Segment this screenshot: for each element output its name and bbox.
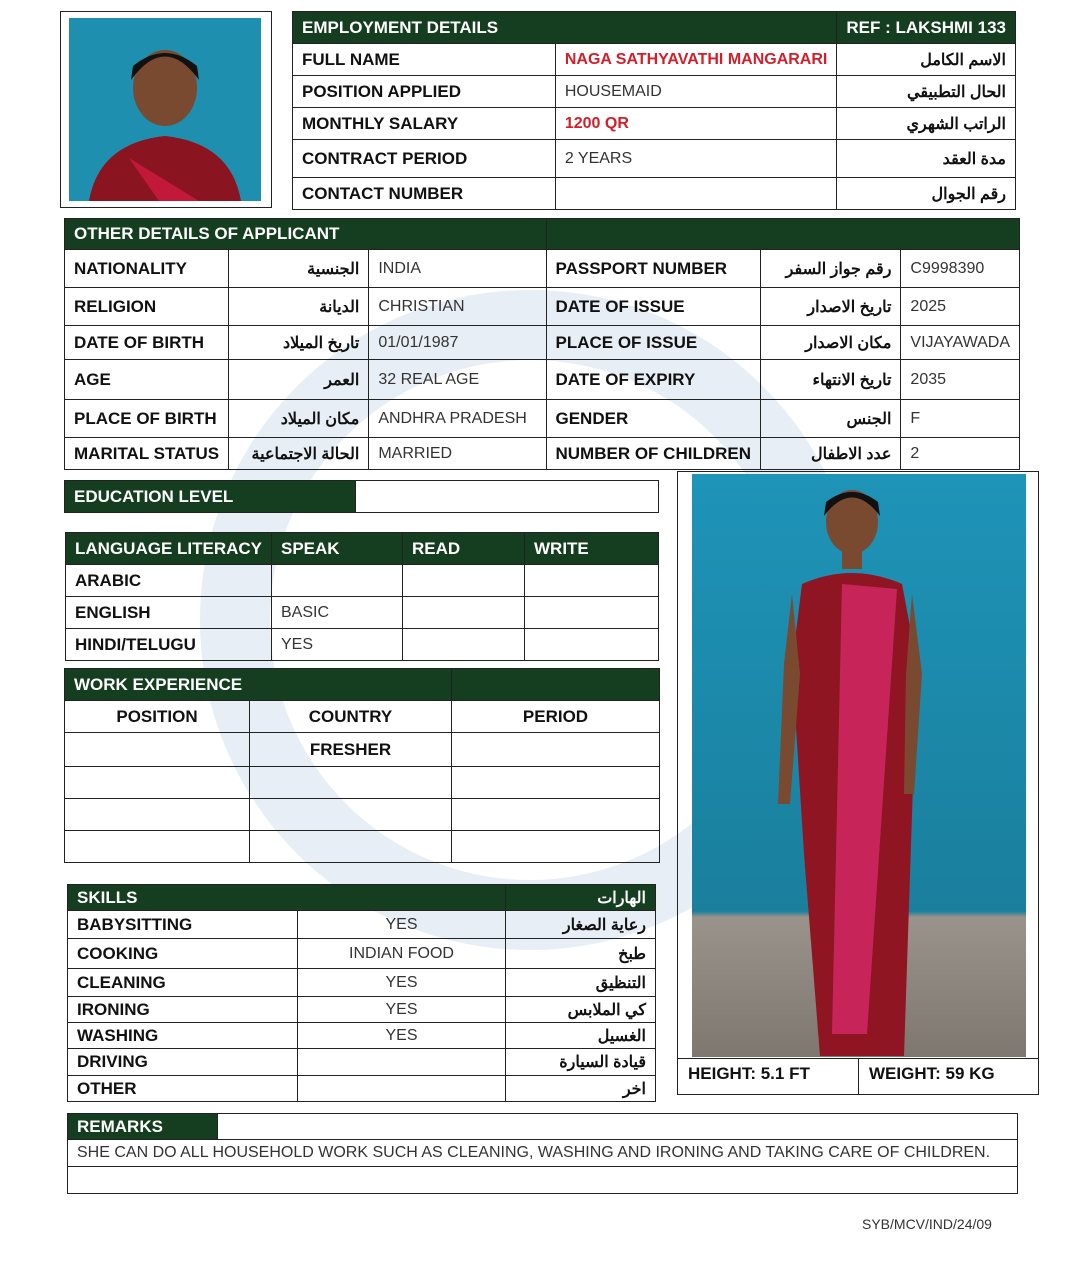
employment-details-table [292,11,1016,210]
employment-header: EMPLOYMENT DETAILS [293,12,837,44]
skill-washing-arabic: الغسيل [506,1023,656,1049]
hindi-read [403,629,525,661]
english-speak: BASIC [272,597,403,629]
skill-other-value [298,1076,506,1102]
issue-place-label: PLACE OF ISSUE [546,326,761,360]
issue-date-value: 2025 [901,288,1020,326]
gender-arabic: الجنس [761,400,901,438]
period-column-header: PERIOD [452,701,660,733]
work-position-1 [65,733,250,767]
footer-code: SYB/MCV/IND/24/09 [862,1216,992,1232]
salary-arabic: الراتب الشهري [837,108,1016,140]
skill-ironing-arabic: كي الملابس [506,997,656,1023]
full-name-value: NAGA SATHYAVATHI MANGARARI [555,44,837,76]
full-name-arabic: الاسم الكامل [837,44,1016,76]
portrait-photo-frame [60,11,272,208]
salary-label: MONTHLY SALARY [293,108,556,140]
birthplace-label: PLACE OF BIRTH [65,400,229,438]
work-country-2 [250,767,452,799]
contact-arabic: رقم الجوال [837,178,1016,210]
skill-babysitting-value: YES [298,911,506,939]
dob-label: DATE OF BIRTH [65,326,229,360]
issue-place-value: VIJAYAWADA [901,326,1020,360]
issue-date-label: DATE OF ISSUE [546,288,761,326]
dob-value: 01/01/1987 [369,326,546,360]
speak-header: SPEAK [272,533,403,565]
gender-value: F [901,400,1020,438]
passport-value: C9998390 [901,250,1020,288]
skill-washing: WASHING [68,1023,298,1049]
work-experience-header-right [452,669,660,701]
religion-value: CHRISTIAN [369,288,546,326]
skill-other: OTHER [68,1076,298,1102]
remarks-blank-row [68,1167,1018,1194]
education-header: EDUCATION LEVEL [65,481,356,513]
gender-label: GENDER [546,400,761,438]
nationality-label: NATIONALITY [65,250,229,288]
language-hindi-telugu: HINDI/TELUGU [66,629,272,661]
hindi-speak: YES [272,629,403,661]
work-period-4 [452,831,660,863]
age-label: AGE [65,360,229,400]
expiry-value: 2035 [901,360,1020,400]
weight-label: WEIGHT: 59 KG [869,1064,995,1083]
skill-driving-value [298,1049,506,1076]
work-country-4 [250,831,452,863]
passport-arabic: رقم جواز السفر [761,250,901,288]
age-arabic: العمر [229,360,369,400]
language-english: ENGLISH [66,597,272,629]
children-label: NUMBER OF CHILDREN [546,438,761,470]
work-position-2 [65,767,250,799]
full-photo [692,474,1026,1057]
work-experience-header: WORK EXPERIENCE [65,669,452,701]
work-position-4 [65,831,250,863]
skill-ironing: IRONING [68,997,298,1023]
skill-driving: DRIVING [68,1049,298,1076]
skill-cleaning-arabic: التنظيق [506,969,656,997]
write-header: WRITE [525,533,659,565]
remarks-text: SHE CAN DO ALL HOUSEHOLD WORK SUCH AS CLEANING, WASHING AND IRONING AND TAKING CARE OF CHILDREN. [68,1140,1018,1167]
skill-cooking-value: INDIAN FOOD [298,939,506,969]
arabic-read [403,565,525,597]
position-value: HOUSEMAID [555,76,837,108]
portrait-photo [69,18,261,201]
full-figure-icon [692,474,1026,1057]
work-period-3 [452,799,660,831]
contract-label: CONTRACT PERIOD [293,140,556,178]
dob-arabic: تاريخ الميلاد [229,326,369,360]
skill-driving-arabic: قيادة السيارة [506,1049,656,1076]
portrait-figure-icon [69,18,261,201]
skills-header: SKILLS [68,885,506,911]
contact-label: CONTACT NUMBER [293,178,556,210]
skills-header-arabic: الهارات [506,885,656,911]
work-experience-table [64,668,660,863]
position-label: POSITION APPLIED [293,76,556,108]
hindi-write [525,629,659,661]
position-arabic: الحال التطبيقي [837,76,1016,108]
skill-cooking-arabic: طبخ [506,939,656,969]
measure-divider [858,1058,859,1094]
children-value: 2 [901,438,1020,470]
marital-arabic: الحالة الاجتماعية [229,438,369,470]
language-arabic: ARABIC [66,565,272,597]
expiry-arabic: تاريخ الانتهاء [761,360,901,400]
issue-place-arabic: مكان الاصدار [761,326,901,360]
work-position-3 [65,799,250,831]
skill-washing-value: YES [298,1023,506,1049]
country-column-header: COUNTRY [250,701,452,733]
language-table [65,532,659,661]
language-header: LANGUAGE LITERACY [66,533,272,565]
english-read [403,597,525,629]
education-table [64,480,659,513]
expiry-label: DATE OF EXPIRY [546,360,761,400]
religion-label: RELIGION [65,288,229,326]
skill-other-arabic: اخر [506,1076,656,1102]
birthplace-arabic: مكان الميلاد [229,400,369,438]
issue-date-arabic: تاريخ الاصدار [761,288,901,326]
contract-arabic: مدة العقد [837,140,1016,178]
arabic-write [525,565,659,597]
skill-babysitting: BABYSITTING [68,911,298,939]
skill-cleaning-value: YES [298,969,506,997]
other-details-table [64,218,1020,470]
skill-ironing-value: YES [298,997,506,1023]
nationality-arabic: الجنسية [229,250,369,288]
height-label: HEIGHT: 5.1 FT [688,1064,810,1083]
other-details-header: OTHER DETAILS OF APPLICANT [65,219,547,250]
position-column-header: POSITION [65,701,250,733]
work-period-1 [452,733,660,767]
skills-table [67,884,656,1102]
arabic-speak [272,565,403,597]
full-name-label: FULL NAME [293,44,556,76]
birthplace-value: ANDHRA PRADESH [369,400,546,438]
remarks-table [67,1113,1018,1194]
full-photo-frame [677,471,1039,1095]
marital-label: MARITAL STATUS [65,438,229,470]
read-header: READ [403,533,525,565]
contact-value [555,178,837,210]
skill-cleaning: CLEANING [68,969,298,997]
contract-value: 2 YEARS [555,140,837,178]
nationality-value: INDIA [369,250,546,288]
salary-value: 1200 QR [555,108,837,140]
children-arabic: عدد الاطفال [761,438,901,470]
other-details-header-right [546,219,1020,250]
work-country-1: FRESHER [250,733,452,767]
work-country-3 [250,799,452,831]
english-write [525,597,659,629]
skill-babysitting-arabic: رعاية الصغار [506,911,656,939]
reference-number: REF : LAKSHMI 133 [837,12,1016,44]
age-value: 32 REAL AGE [369,360,546,400]
passport-label: PASSPORT NUMBER [546,250,761,288]
education-value [356,481,659,513]
religion-arabic: الديانة [229,288,369,326]
skill-cooking: COOKING [68,939,298,969]
remarks-header-blank [218,1114,1018,1140]
remarks-header: REMARKS [68,1114,218,1140]
marital-value: MARRIED [369,438,546,470]
work-period-2 [452,767,660,799]
